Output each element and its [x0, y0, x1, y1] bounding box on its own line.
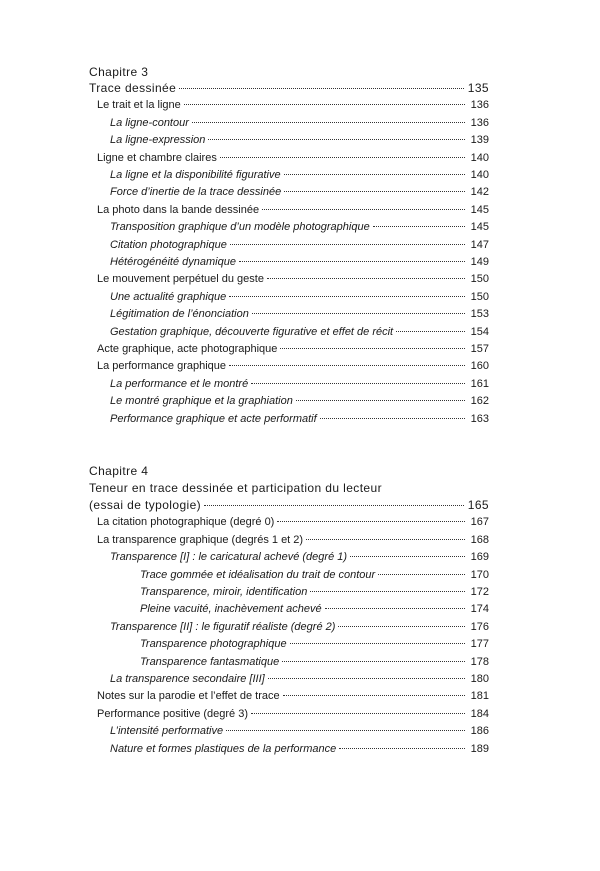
dot-leader — [283, 695, 465, 696]
toc-entry-title: La performance et le montré — [110, 377, 249, 390]
dot-leader — [325, 608, 465, 609]
toc-entry[interactable] — [110, 132, 489, 149]
dot-leader — [310, 591, 465, 592]
toc-entry-page-number: 167 — [470, 516, 489, 529]
toc-entry[interactable] — [140, 567, 489, 584]
dot-leader — [226, 730, 465, 731]
dot-leader — [251, 383, 465, 384]
toc-entry[interactable] — [110, 289, 489, 306]
toc-entry-page-number: 145 — [470, 221, 489, 234]
toc-entry-page-number: 180 — [470, 673, 489, 685]
dot-leader — [396, 331, 465, 332]
toc-entry[interactable] — [110, 393, 489, 410]
toc-entry-title: Le montré graphique et la graphiation — [110, 395, 293, 408]
toc-entry-page-number: 150 — [470, 273, 489, 286]
toc-entry-title: Trace gommée et idéalisation du trait de contour — [140, 568, 376, 581]
toc-entry[interactable] — [140, 654, 489, 671]
dot-leader — [204, 505, 464, 506]
toc-entry-title: Ligne et chambre claires — [97, 151, 217, 164]
dot-leader — [320, 418, 465, 419]
toc-entry[interactable] — [97, 358, 489, 375]
toc-entry-page-number: 157 — [470, 343, 489, 355]
dot-leader — [373, 226, 465, 227]
toc-entry-page-number: 149 — [470, 256, 489, 268]
chapter-3-label-text: Chapitre 3 — [89, 65, 149, 79]
toc-entry[interactable] — [110, 619, 489, 636]
chapter-4-label-text: Chapitre 4 — [89, 464, 149, 478]
toc-entry-title: Le trait et la ligne — [97, 99, 181, 112]
toc-entry-page-number: 172 — [470, 586, 489, 598]
toc-entry-page-number: 177 — [470, 638, 489, 651]
toc-entry[interactable] — [110, 324, 489, 341]
toc-entry-page-number: 176 — [470, 620, 489, 633]
toc-entry-title: Une actualité graphique — [110, 290, 227, 303]
dot-leader — [267, 278, 465, 279]
dot-leader — [338, 626, 465, 627]
dot-leader — [251, 713, 465, 714]
toc-entry-title: La transparence secondaire [III] — [110, 673, 265, 685]
toc-entry-page-number: 162 — [470, 395, 489, 408]
dot-leader — [229, 296, 465, 297]
toc-entry[interactable] — [110, 219, 489, 236]
toc-entry[interactable] — [110, 306, 489, 323]
toc-entry-title: La ligne-expression — [110, 134, 206, 147]
toc-entry[interactable] — [110, 254, 489, 271]
dot-leader — [229, 365, 465, 366]
toc-entry[interactable] — [97, 97, 489, 114]
toc-entry-page-number: 136 — [470, 116, 489, 129]
toc-entry[interactable] — [97, 688, 489, 705]
toc-entry[interactable] — [110, 723, 489, 740]
toc-entry-title: Gestation graphique, découverte figurative et effet de récit — [110, 325, 394, 338]
toc-entry-title: Trace dessinée — [89, 81, 177, 95]
toc-entry-page-number: 170 — [470, 568, 489, 581]
toc-entry-title: Notes sur la parodie et l’effet de trace — [97, 690, 280, 703]
toc-entry-title: La ligne-contour — [110, 116, 189, 129]
chapter-4-label — [89, 463, 489, 480]
toc-entry-page-number: 139 — [470, 134, 489, 147]
dot-leader — [277, 521, 465, 522]
toc-entry-page-number: 174 — [470, 603, 489, 616]
toc-entry-title: Transparence [II] : le figuratif réaliste (degré 2) — [110, 620, 336, 633]
toc-entry-title: Transparence fantasmatique — [140, 655, 280, 668]
toc-entry-page-number: 165 — [467, 498, 489, 512]
toc-entry[interactable] — [97, 271, 489, 288]
dot-leader — [378, 574, 465, 575]
toc-entry-page-number: 160 — [470, 360, 489, 373]
toc-entry-page-number: 189 — [470, 742, 489, 755]
toc-entry[interactable] — [110, 411, 489, 428]
toc-entry-page-number: 145 — [470, 203, 489, 216]
toc-entry-title: La ligne et la disponibilité figurative — [110, 169, 281, 181]
toc-entry[interactable] — [140, 636, 489, 653]
dot-leader — [296, 400, 465, 401]
toc-entry-page-number: 169 — [470, 551, 489, 564]
toc-entry-title: La photo dans la bande dessinée — [97, 203, 260, 216]
toc-entry[interactable] — [97, 532, 489, 549]
dot-leader — [268, 678, 465, 679]
toc-entry[interactable] — [110, 237, 489, 254]
toc-entry-title: La performance graphique — [97, 360, 227, 373]
toc-entry-page-number: 150 — [470, 290, 489, 303]
toc-entry[interactable] — [97, 514, 489, 531]
toc-entry[interactable] — [89, 497, 489, 514]
toc-entry-title: Performance graphique et acte performatif — [110, 412, 317, 425]
toc-entry-title: Acte graphique, acte photographique — [97, 343, 278, 355]
toc-entry-page-number: 168 — [470, 533, 489, 546]
toc-entry-title: Transparence photographique — [140, 638, 287, 651]
toc-entry-title: Hétérogénéité dynamique — [110, 256, 236, 268]
toc-entry[interactable] — [110, 115, 489, 132]
toc-entry[interactable] — [110, 184, 489, 201]
toc-entry[interactable] — [110, 376, 489, 393]
dot-leader — [280, 348, 465, 349]
toc-entry-page-number: 153 — [470, 308, 489, 321]
toc-entry-title: (essai de typologie) — [89, 498, 202, 512]
dot-leader — [290, 643, 465, 644]
dot-leader — [262, 209, 465, 210]
toc-entry-page-number: 186 — [470, 725, 489, 738]
dot-leader — [284, 191, 465, 192]
toc-entry[interactable] — [97, 706, 489, 723]
dot-leader — [282, 661, 465, 662]
toc-entry-page-number: 154 — [470, 325, 489, 338]
dot-leader — [252, 313, 465, 314]
toc-entry-page-number: 147 — [470, 238, 489, 251]
toc-entry-page-number: 135 — [467, 81, 489, 95]
toc-entry-page-number: 184 — [470, 707, 489, 720]
dot-leader — [284, 174, 465, 175]
toc-entry-title: Transparence [I] : le caricatural achevé (degré 1) — [110, 551, 348, 564]
toc-entry-page-number: 178 — [470, 655, 489, 668]
toc-entry[interactable] — [140, 601, 489, 618]
dot-leader — [350, 556, 465, 557]
dot-leader — [230, 244, 465, 245]
toc-entry-title: Nature et formes plastiques de la performance — [110, 742, 337, 755]
toc-entry[interactable] — [110, 671, 489, 688]
toc-entry-page-number: 140 — [470, 169, 489, 181]
toc-entry-title: La transparence graphique (degrés 1 et 2) — [97, 533, 304, 546]
toc-entry-page-number: 181 — [470, 690, 489, 703]
toc-entry-title: Transposition graphique d’un modèle photographique — [110, 221, 370, 234]
toc-entry-title: Transparence, miroir, identification — [140, 586, 308, 598]
dot-leader — [220, 157, 465, 158]
toc-entry[interactable] — [97, 341, 489, 358]
toc-entry[interactable] — [97, 150, 489, 167]
dot-leader — [184, 104, 465, 105]
toc-entry-title: Citation photographique — [110, 238, 227, 251]
toc-entry-title: Performance positive (degré 3) — [97, 707, 249, 720]
dot-leader — [339, 748, 465, 749]
dot-leader — [192, 122, 465, 123]
toc-entry-title: Le mouvement perpétuel du geste — [97, 273, 264, 286]
toc-entry[interactable] — [97, 202, 489, 219]
toc-entry-page-number: 140 — [470, 151, 489, 164]
toc-entry-title: Légitimation de l’énonciation — [110, 308, 249, 321]
dot-leader — [239, 261, 465, 262]
toc-entry-title: L’intensité performative — [110, 725, 224, 738]
toc-entry-title: La citation photographique (degré 0) — [97, 516, 275, 529]
toc-entry-title: Force d’inertie de la trace dessinée — [110, 186, 282, 199]
toc-entry[interactable] — [140, 584, 489, 601]
dot-leader — [306, 539, 465, 540]
toc-entry[interactable] — [110, 549, 489, 566]
chapter-3-label — [89, 64, 489, 81]
toc-entry[interactable] — [110, 741, 489, 758]
toc-entry-page-number: 136 — [470, 99, 489, 112]
dot-leader — [179, 88, 464, 89]
dot-leader — [208, 139, 465, 140]
toc-entry[interactable] — [89, 80, 489, 97]
chapter-4-title-line-1: Teneur en trace dessinée et participation du lecteur — [89, 481, 382, 495]
toc-entry-page-number: 163 — [470, 412, 489, 425]
toc-entry[interactable] — [110, 167, 489, 184]
toc-entry-page-number: 161 — [470, 377, 489, 390]
toc-entry-title: Pleine vacuité, inachèvement achevé — [140, 603, 322, 616]
toc-entry-page-number: 142 — [470, 186, 489, 199]
